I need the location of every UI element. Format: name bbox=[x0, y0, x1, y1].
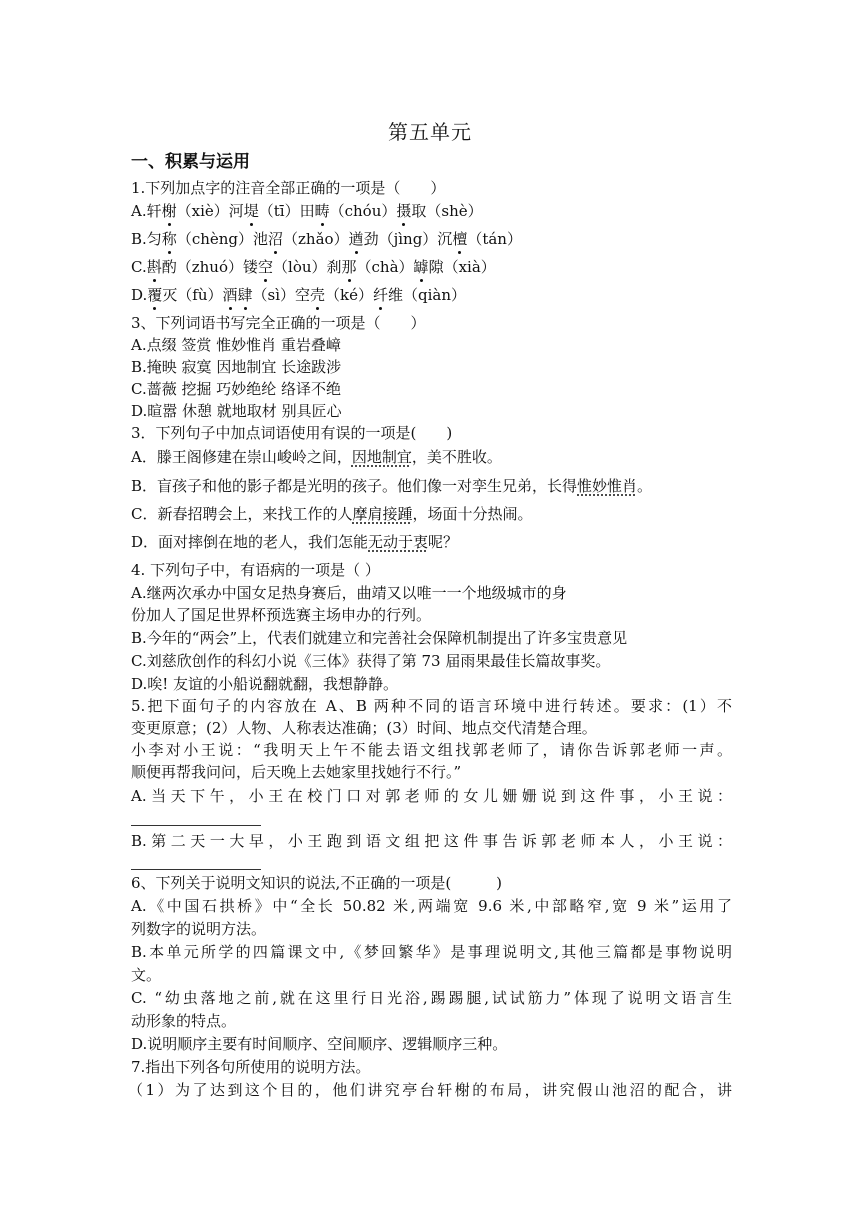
q5-line1: 5.把下面句子的内容放在 A、B 两种不同的语言环境中进行转述。要求：(1）不 bbox=[131, 697, 732, 715]
q4-option-a-line1: A.继两次承办中国女足热身赛后，曲靖又以唯一一个地级城市的身 bbox=[131, 584, 567, 602]
dotted-phrase: 因地制宜 bbox=[351, 448, 412, 466]
q6-option-d: D.说明顺序主要有时间顺序、空间顺序、逻辑顺序三种。 bbox=[131, 1035, 508, 1053]
q7-stem: 7.指出下列各句所使用的说明方法。 bbox=[131, 1058, 371, 1076]
q3b-stem: 3．下列句子中加点词语使用有误的一项是( ) bbox=[131, 424, 453, 442]
q4-option-d: D.唉! 友谊的小船说翻就翻，我想静静。 bbox=[131, 675, 399, 693]
q1-stem: 1.下列加点字的注音全部正确的一项是（ ） bbox=[131, 179, 446, 197]
q3b-option-b: B．盲孩子和他的影子都是光明的孩子。他们像一对孪生兄弟，长得惟妙惟肖。 bbox=[131, 477, 653, 495]
q1-option-a: A.轩榭（xiè）河堤（tī）田畴（chóu）摄取（shè） bbox=[131, 202, 483, 220]
q5-line3: 小李对小王说：“我明天上午不能去语文组找郭老师了，请你告诉郭老师一声。 bbox=[131, 741, 732, 759]
q6-option-c-line1: C. “幼虫落地之前,就在这里行日光浴,踢踢腿,试试筋力”体现了说明文语言生 bbox=[131, 989, 732, 1007]
q7-item1: （1）为了达到这个目的，他们讲究亭台轩榭的布局，讲究假山池沼的配合，讲 bbox=[128, 1081, 732, 1099]
q1-option-d: D.覆灭（fù）酒肆（sì）空壳（ké）纤维（qiàn） bbox=[131, 286, 467, 304]
q6-option-a-line1: A.《中国石拱桥》中“全长 50.82 米,两端宽 9.6 米,中部略窄,宽 9 米”运用了 bbox=[131, 897, 732, 915]
q3b-option-c: C．新春招聘会上，来找工作的人摩肩接踵，场面十分热闹。 bbox=[131, 505, 533, 523]
q4-option-c: C.刘慈欣创作的科幻小说《三体》获得了第 73 届雨果最佳长篇故事奖。 bbox=[131, 652, 611, 670]
q1-option-b: B.匀称（chèng）池沼（zhǎo）遒劲（jìng）沉檀（tán） bbox=[131, 230, 522, 248]
q6-option-a-line2: 列数字的说明方法。 bbox=[131, 920, 267, 938]
q3b-option-a: A．滕王阁修建在崇山峻岭之间，因地制宜，美不胜收。 bbox=[131, 448, 502, 466]
q6-option-c-line2: 动形象的特点。 bbox=[131, 1012, 237, 1030]
q6-option-b-line2: 文。 bbox=[131, 966, 162, 984]
q3b-option-d: D．面对摔倒在地的老人，我们怎能无动于衷呢？ bbox=[131, 533, 459, 551]
q4-option-a-line2: 份加人了国足世界杯预选赛主场申办的行列。 bbox=[131, 606, 432, 624]
page-title: 第五单元 bbox=[388, 120, 472, 144]
dotted-phrase: 摩肩接踵 bbox=[352, 505, 413, 523]
q1-option-c: C.斟酌（zhuó）镂空（lòu）刹那（chà）罅隙（xià） bbox=[131, 258, 496, 276]
q3a-option-a: A.点缀 签赏 惟妙惟肖 重岩叠嶂 bbox=[131, 336, 341, 354]
q3a-stem: 3、下列词语书写完全正确的一项是（ ） bbox=[131, 314, 426, 332]
q4-option-b: B.今年的“两会”上，代表们就建立和完善社会保障机制提出了许多宝贵意见 bbox=[131, 629, 628, 647]
q3a-option-b: B.掩映 寂寞 因地制宜 长途跋涉 bbox=[131, 358, 342, 376]
section-heading: 一、积累与运用 bbox=[131, 152, 250, 172]
answer-blank-b[interactable] bbox=[131, 869, 261, 870]
q4-stem: 4. 下列句子中，有语病的一项是（ ） bbox=[131, 561, 380, 579]
q5-option-b: B.第二天一大早，小王跑到语文组把这件事告诉郭老师本人，小王说： bbox=[131, 832, 732, 850]
answer-blank-a[interactable] bbox=[131, 825, 261, 826]
q6-option-b-line1: B.本单元所学的四篇课文中,《梦回繁华》是事理说明文,其他三篇都是事物说明 bbox=[131, 943, 732, 961]
q6-stem: 6、下列关于说明文知识的说法,不正确的一项是( ) bbox=[131, 874, 503, 892]
dotted-phrase: 无动于衷 bbox=[368, 533, 429, 551]
q5-line2: 变更原意；(2）人物、人称表达准确；(3）时间、地点交代清楚合理。 bbox=[131, 719, 597, 737]
q5-line4: 顺便再帮我问问，后天晚上去她家里找她行不行。” bbox=[131, 763, 462, 781]
q3a-option-c: C.蔷薇 挖掘 巧妙绝纶 络译不绝 bbox=[131, 380, 342, 398]
q3a-option-d: D.暄嚣 休憩 就地取材 别具匠心 bbox=[131, 402, 342, 420]
dotted-phrase: 惟妙惟肖 bbox=[577, 477, 638, 495]
q5-option-a: A.当天下午，小王在校门口对郭老师的女儿姗姗说到这件事，小王说： bbox=[131, 787, 732, 805]
